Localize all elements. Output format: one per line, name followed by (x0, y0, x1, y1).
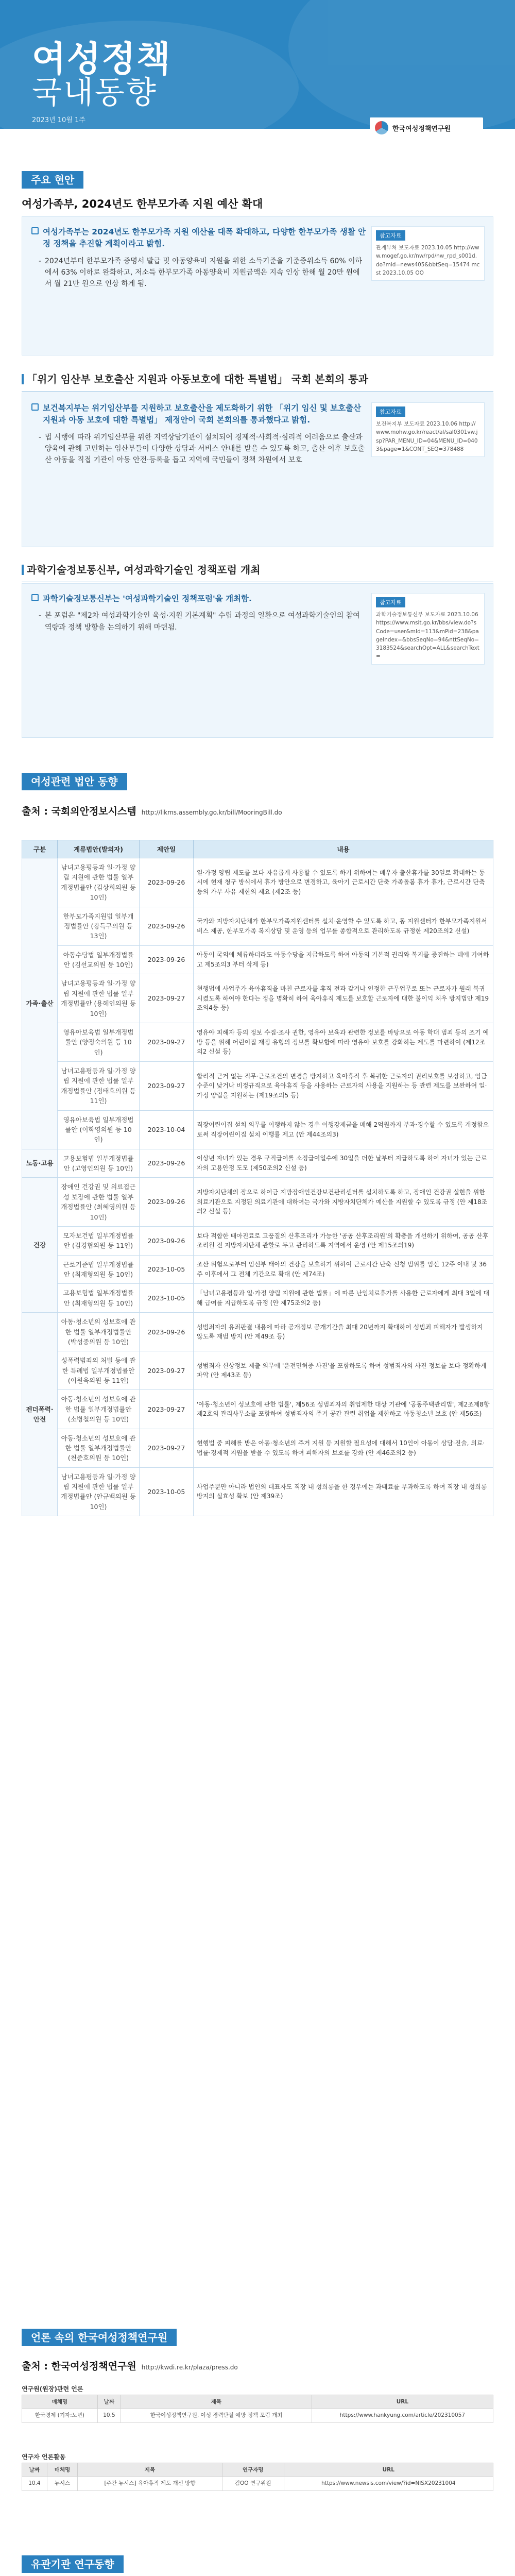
policy-card-main (31, 226, 366, 292)
law-category: 노동·고용 (22, 1149, 58, 1178)
law-content: 국가와 지방자치단체가 한부모가족지원센터를 설치·운영할 수 있도록 하고, 동 지원센터가 한부모가족지원서비스 제공, 한부모가족 복지상담 및 운영 등의 업무를 종합적으로 관리하도록 규정한 제20조의2 신설) (194, 907, 493, 945)
law-date: 2023-09-26 (140, 907, 194, 945)
press-table2-cell: [주간 뉴시스] 육아휴직 제도 개선 방향 (78, 2477, 222, 2491)
law-row (22, 907, 493, 945)
law-row (22, 1255, 493, 1284)
law-date: 2023-09-26 (140, 1149, 194, 1178)
law-content: 현행법 중 피해를 받은 아동·청소년의 주거 지원 등 지원할 필요성에 대해서 10인이 아동이 상담·진술, 의료·법률·경제적 지원을 받을 수 있도록 하여 피해자의 보호를 강화 (안 제46조의2 등) (194, 1429, 493, 1467)
law-bill: 남녀고용평등과 일·가정 양립 지원에 관한 법률 일부개정법률안 (김상희의원 등 10인) (58, 858, 140, 907)
press-table1-caption: 연구원(원장)관련 언론 (22, 2385, 83, 2393)
law-date: 2023-09-26 (140, 858, 194, 907)
law-table (22, 840, 493, 1516)
press-table2-cell: 10.4 (22, 2477, 47, 2491)
policy-sub-title-1: 「위기 임산부 보호출산 지원과 아동보호에 대한 특별법」 국회 본회의 통과 (22, 371, 493, 392)
press-table1-row (22, 2409, 493, 2423)
law-bill: 아동·청소년의 성보호에 관한 법률 일부개정법률안 (소병철의원 등 10인) (58, 1390, 140, 1429)
law-date: 2023-09-27 (140, 1429, 194, 1467)
reference-label: 참고자료 (376, 406, 405, 417)
policy-section-title: 여성가족부, 2024년도 한부모가족 지원 예산 확대 (22, 196, 493, 217)
section-tag-org: 유관기관 연구동향 (22, 2555, 124, 2573)
law-col-bill: 계류법안(발의자) (58, 840, 140, 858)
law-bill: 장애인 건강권 및 의료접근성 보장에 관한 법률 일부개정법률안 (최혜영의원 등 10인) (58, 1178, 140, 1227)
law-row (22, 1178, 493, 1227)
press-table2-header-cell: 매체명 (47, 2463, 77, 2477)
law-content: 성범죄자 신상정보 제출 의무에 '운전면허증 사진'을 포함하도록 하여 성범죄자의 사진 정보를 보다 정확하게 파악 (안 제43조 등) (194, 1351, 493, 1390)
press-table-1 (22, 2395, 493, 2423)
law-content: 직장어린이집 설치 의무를 이행하지 않는 경우 이행강제금을 매해 2억원까지 부과·징수할 수 있도록 개정함으로써 직장어린이집 설치 이행률 제고 (안 제44조의3) (194, 1110, 493, 1149)
press-table1-header (22, 2395, 493, 2409)
law-row (22, 1284, 493, 1313)
policy-card-main (31, 593, 366, 635)
law-content: '아동·청소년이 성보호에 관한 법률', 제56조 성범죄자의 취업제한 대상 기관에 '공동주택관리법', 제2조제8항제2호의 관리사무소를 포함하여 성범죄자의 주거 공간 관련 취업을 제한하고 아동청소년 보호 (안 제56조) (194, 1390, 493, 1429)
reference-link[interactable]: 보건복지부 보도자료 2023.10.06 http://www.mohw.go.kr/react/al/sal0301vw.jsp?PAR_MENU_ID=04&MENU_ID=0403&page=1&CONT_SEQ=378488 (376, 421, 478, 452)
law-content: 조산 위험으로부터 임신부 태아의 건강을 보호하기 위하여 근로시간 단축 신청 범위를 임신 12주 이내 및 36주 이후에서 그 전체 기간으로 확대 (안 제74조) (194, 1255, 493, 1284)
law-row (22, 1429, 493, 1467)
hero-decoration (288, 0, 515, 134)
press-table1-cell: 한국여성정책연구원, 여성 경력단절 예방 정책 포럼 개최 (121, 2409, 312, 2423)
policy-card-2 (22, 583, 493, 738)
press-table2-body (22, 2477, 493, 2491)
page-subtitle: 국내동향 (32, 75, 158, 111)
policy-reference (371, 593, 485, 665)
law-content: 성범죄자의 유죄판결 내용에 따라 공개정보 공개기간을 최대 20년까지 확대하여 성범죄 피해자가 발생하지 않도록 재범 방지 (안 제49조 등) (194, 1313, 493, 1351)
law-date: 2023-09-26 (140, 1178, 194, 1227)
check-icon (31, 403, 39, 411)
policy-bullet: - 2024년부터 한부모가족 증명서 발급 및 아동양육비 지원을 위한 소득기준을 기준중위소득 60% 이하에서 63% 이하로 완화하고, 저소득 한부모가족 아동양육비 지원금액은 지속 인상 한해 월 20만 원에서 월 21만 원으로 인상 하게 됨. (31, 256, 366, 290)
law-row (22, 1110, 493, 1149)
law-bill: 근로기준법 일부개정법률안 (최재형의원 등 10인) (58, 1255, 140, 1284)
law-col-category: 구분 (22, 840, 58, 858)
law-date: 2023-09-26 (140, 1226, 194, 1255)
law-bill: 남녀고용평등과 일·가정 양립 지원에 관한 법률 일부개정법률안 (안규백의원 등 10인) (58, 1467, 140, 1516)
check-icon (31, 227, 39, 234)
press-table1-cell: 10.5 (97, 2409, 121, 2423)
section-tag-press: 언론 속의 한국여성정책연구원 (22, 2329, 177, 2346)
press-table1-header-cell: 제목 (121, 2395, 312, 2409)
policy-reference (371, 226, 485, 281)
law-date: 2023-10-05 (140, 1467, 194, 1516)
press-table1-url-link[interactable]: https://www.hankyung.com/article/202310057 (312, 2409, 493, 2423)
law-row (22, 1149, 493, 1178)
press-table2-header-cell: 날짜 (22, 2463, 47, 2477)
law-date: 2023-09-26 (140, 945, 194, 974)
press-table2-header-cell: 제목 (78, 2463, 222, 2477)
law-bill: 영유아보육법 일부개정법률안 (이학영의원 등 10인) (58, 1110, 140, 1149)
policy-bullet: - 법 시행에 따라 위기임산부를 위한 지역상담기관이 설치되어 경제적·사회적·심리적 어려움으로 출산과 양육에 관해 고민하는 임산부들이 다양한 상담과 서비스 안내를 받을 수 있도록 하고, 출산 이후 보호출산 아동을 직접 기관이 아동 안전·등록을 돕고 지역에 국민들이 정책 차원에서 보호 (31, 432, 366, 466)
press-table2-cell: 뉴시스 (47, 2477, 77, 2491)
reference-label: 참고자료 (376, 597, 405, 607)
policy-card-1 (22, 393, 493, 547)
law-date: 2023-09-27 (140, 1351, 194, 1390)
law-category: 건강 (22, 1178, 58, 1313)
law-content: 「남녀고용평등과 일·가정 양립 지원에 관한 법률」에 따른 난임치료휴가를 사용한 근로자에게 최대 3일에 대해 급여를 지급하도록 규정 (안 제75조의2 등) (194, 1284, 493, 1313)
law-content: 현행법에 사업주가 육아휴직을 마친 근로자를 휴직 전과 같거나 인정한 근무업무로 또는 근로자가 원래 복귀시켰도록 하여야 한다는 정을 명확히 하여 육아휴직 제도를 보호할 근로자에 대한 불이익 처우 방지법안 제19조의4등 등) (194, 974, 493, 1023)
law-content: 아동이 국외에 체류하더라도 아동수당을 지급하도록 하여 아동의 기본적 권리와 복지를 증진하는 데에 기여하고 제5조의3 부터 삭제 등) (194, 945, 493, 974)
law-category: 가족·출산 (22, 858, 58, 1149)
law-row (22, 1023, 493, 1061)
law-table-body (22, 858, 493, 1516)
law-row (22, 945, 493, 974)
check-icon (31, 594, 39, 601)
law-row (22, 1313, 493, 1351)
law-bill: 남녀고용평등과 일·가정 양립 지원에 관한 법률 일부개정법률안 (용혜인의원 등 10인) (58, 974, 140, 1023)
page-title: 여성정책 (32, 39, 171, 80)
issue-date: 2023년 10월 1주 (32, 116, 85, 124)
press-source-link[interactable]: http://kwdi.re.kr/plaza/press.do (141, 2364, 238, 2371)
press-table2-header-cell: 연구자명 (222, 2463, 284, 2477)
title-bar-icon (22, 565, 24, 575)
press-source: 출처 : 한국여성정책연구원 http://kwdi.re.kr/plaza/press.do (22, 2361, 238, 2372)
law-source: 출처 : 국회의안정보시스템 http://likms.assembly.go.kr/bill/MooringBill.do (22, 806, 282, 817)
policy-sub-title-2: 과학기술정보통신부, 여성과학기술인 정책포럼 개최 (22, 562, 493, 582)
press-table2-caption: 연구자 언론활동 (22, 2453, 66, 2461)
policy-point: 과학기술정보통신부는 '여성과학기술인 정책포럼'을 개최함. (31, 593, 366, 605)
reference-label: 참고자료 (376, 230, 405, 241)
law-content: 합리적 근거 없는 직무·근로조건의 변경을 방지하고 육아휴직 후 복귀한 근로자의 권리보호를 보장하고, 임금수준이 낮거나 비정규직으로 육아휴직 등을 사용하는 근로자의 사용을 지원하는 등 관련 제도를 보완하여 일·가정 양립을 지원하는 (제19조의5 등) (194, 1062, 493, 1111)
press-table1-header-cell: 날짜 (97, 2395, 121, 2409)
policy-bullet: - 본 포럼은 "제2차 여성과학기술인 육성·지원 기본계획" 수립 과정의 일환으로 여성과학기술인의 참여 역량과 정책 방향을 논의하기 위해 마련됨. (31, 610, 366, 633)
law-bill: 고용보험법 일부개정법률안 (고영인의원 등 10인) (58, 1149, 140, 1178)
hero-banner (0, 0, 515, 129)
press-table1-body (22, 2409, 493, 2423)
policy-reference (371, 402, 485, 457)
press-table1-header-cell: 매체명 (22, 2395, 98, 2409)
law-bill: 성폭력범죄의 처벌 등에 관한 특례법 일부개정법률안 (이원욱의원 등 11인) (58, 1351, 140, 1390)
law-col-date: 제안일 (140, 840, 194, 858)
law-col-content: 내용 (194, 840, 493, 858)
law-date: 2023-10-05 (140, 1255, 194, 1284)
policy-point: 보건복지부는 위기임산부를 지원하고 보호출산을 제도화하기 위한 「위기 임신 및 보호출산 지원과 아동 보호에 대한 특별법」 제정안이 국회 본회의를 통과했다고 밝힘. (31, 402, 366, 427)
law-bill: 남녀고용평등과 일·가정 양립 지원에 관한 법률 일부개정법률안 (정태호의원 등 11인) (58, 1062, 140, 1111)
press-table1-cell: 한국경제 (기자:노년) (22, 2409, 98, 2423)
section-tag-law: 여성관련 법안 동향 (22, 773, 127, 790)
section-tag-policy: 주요 현안 (22, 171, 83, 189)
reference-link[interactable]: 관계부처 보도자료 2023.10.05 http://www.mogef.go.kr/nw/rpd/nw_rpd_s001d.do?mid=news405&bbtSeq=15474 mcst 2023.10.05 OO (376, 245, 480, 276)
law-bill: 아동·청소년의 성보호에 관한 법률 일부개정법률안 (천준호의원 등 10인) (58, 1429, 140, 1467)
law-row (22, 1351, 493, 1390)
law-content: 보다 적합한 태아진료로 고품질의 산후조리가 가능한 '공공 산후조리원'의 확충을 개선하기 위하여, 공공 산후조리원 전 지방자치단체 관할로 두고 관리하도록 지역에서 운영 (안 제15조의19) (194, 1226, 493, 1255)
title-bar-icon (22, 374, 24, 384)
law-content: 영유아 피해자 등의 정보 수집·조사 권한, 영유아 보육과 관련한 정보를 바탕으로 아동 학대 범죄 등의 조기 예방 등을 위해 어린이집 재정 유형의 정보를 확보함에 따라 영유아 보호를 강화하는 제도를 마련하여 (제12조의2 신설 등) (194, 1023, 493, 1061)
press-table2-row (22, 2477, 493, 2491)
policy-card-main (31, 402, 366, 468)
law-bill: 모자보건법 일부개정법률안 (김경협의원 등 11인) (58, 1226, 140, 1255)
law-date: 2023-09-27 (140, 974, 194, 1023)
law-content: 이상년 자녀가 있는 경우 구직급여를 소정급여일수에 30일을 더한 날부터 지급하도록 하여 자녀가 있는 근로자의 고용안정 도모 (제50조의2 신설 등) (194, 1149, 493, 1178)
policy-card (22, 216, 493, 355)
law-bill: 고용보험법 일부개정법률안 (최재형의원 등 10인) (58, 1284, 140, 1313)
org-logo (370, 117, 483, 138)
law-row (22, 1226, 493, 1255)
press-table2-header-cell: URL (284, 2463, 493, 2477)
policy-point: 여성가족부는 2024년도 한부모가족 지원 예산을 대폭 확대하고, 다양한 한부모가족 생활 안정 정책을 추진할 계획이라고 밝힘. (31, 226, 366, 250)
press-table2-header (22, 2463, 493, 2477)
law-content: 사업주뿐만 아니라 법인의 대표자도 직장 내 성희롱을 한 경우에는 과태료를 부과하도록 하여 직장 내 성희롱 방지의 실효성 확보 (안 제39조) (194, 1467, 493, 1516)
law-date: 2023-09-27 (140, 1062, 194, 1111)
law-source-link[interactable]: http://likms.assembly.go.kr/bill/MooringBill.do (141, 809, 282, 816)
law-date: 2023-09-27 (140, 1023, 194, 1061)
law-content: 지방자치단체의 장으로 하여금 지방장애인건강보건관리센터를 설치하도록 하고, 장애인 건강권 실현을 위한 의료기관으로 지정된 의료기관에 대하여는 국가와 지방자치단체가 예산을 지원할 수 있도록 규정 (안 제18조의2 신설 등) (194, 1178, 493, 1227)
org-name: 한국여성정책연구원 (392, 125, 451, 133)
law-date: 2023-10-04 (140, 1110, 194, 1149)
law-date: 2023-09-26 (140, 1313, 194, 1351)
law-table-header (22, 840, 493, 858)
law-row (22, 1467, 493, 1516)
press-table1-header-cell: URL (312, 2395, 493, 2409)
law-date: 2023-10-05 (140, 1284, 194, 1313)
law-date: 2023-09-27 (140, 1390, 194, 1429)
law-bill: 한부모가족지원법 일부개정법률안 (강득구의원 등 13인) (58, 907, 140, 945)
law-bill: 영유아보육법 일부개정법률안 (양정숙의원 등 10인) (58, 1023, 140, 1061)
law-row (22, 858, 493, 907)
press-table-2 (22, 2463, 493, 2491)
law-row (22, 1390, 493, 1429)
law-category: 젠더폭력·안전 (22, 1313, 58, 1516)
org-logo-icon (375, 121, 388, 134)
law-bill: 아동·청소년의 성보호에 관한 법률 일부개정법률안 (박성중의원 등 10인) (58, 1313, 140, 1351)
law-row (22, 974, 493, 1023)
law-bill: 아동수당법 일부개정법률안 (김선교의원 등 10인) (58, 945, 140, 974)
law-content: 일·가정 양립 제도를 보다 자유롭게 사용할 수 있도록 하기 위하여는 배우자 출산휴가를 30일로 확대하는 동시에 현재 청구 방식에서 휴가 방안으로 변경하고, 육아기 근로시간 단축 가족돌봄 휴가 휴가, 근로시간 단축 등의 가부 사유 제한의 제요 (제2조 등) (194, 858, 493, 907)
press-table2-url-link[interactable]: https://www.newsis.com/view/?id=NISX20231004 (284, 2477, 493, 2491)
law-row (22, 1062, 493, 1111)
reference-link[interactable]: 과학기술정보통신부 보도자료 2023.10.06 https://www.msit.go.kr/bbs/view.do?sCode=user&mId=113&mPid=238&pageIndex=&bbsSeqNo=94&nttSeqNo=3183524&searchOpt=ALL&searchText= (376, 612, 479, 660)
press-table2-cell: 김OO 연구위원 (222, 2477, 284, 2491)
